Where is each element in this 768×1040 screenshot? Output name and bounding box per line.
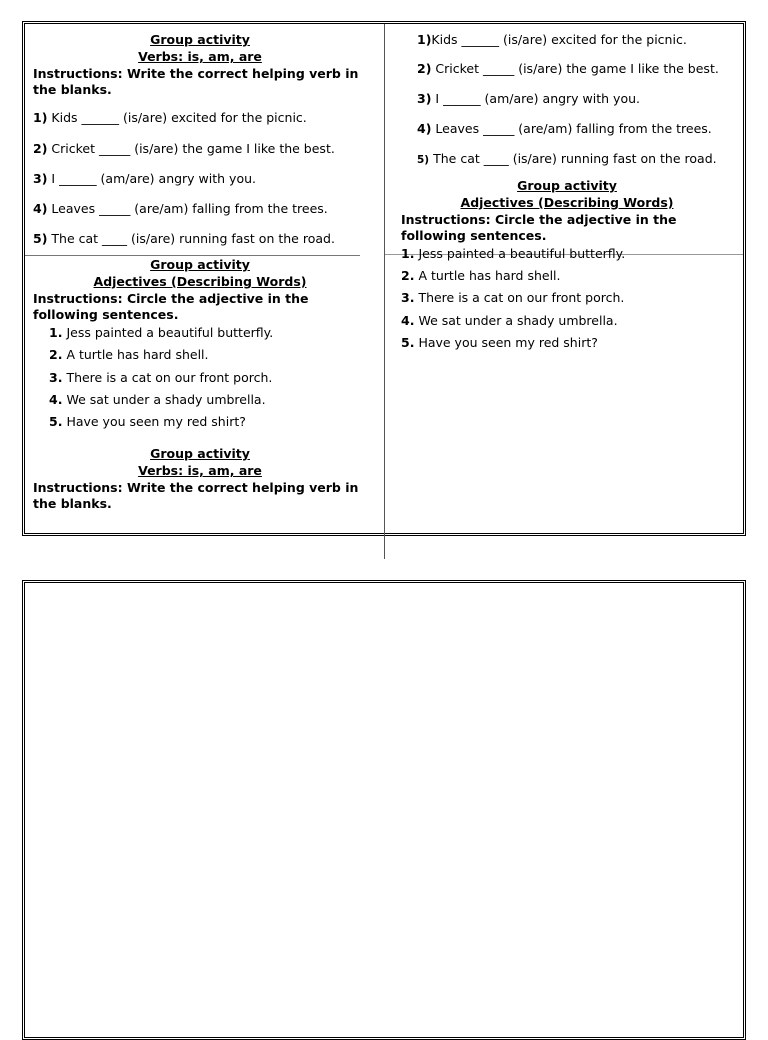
- instructions: Instructions: Write the correct helping verb in the blanks.: [33, 480, 359, 511]
- empty-card-bottom: [22, 580, 746, 1040]
- list-item: 5. Have you seen my red shirt?: [49, 414, 246, 429]
- instructions: Instructions: Circle the adjective in the following sentences.: [401, 212, 677, 243]
- section-subtitle: Adjectives (Describing Words): [93, 274, 307, 289]
- list-item: 5. Have you seen my red shirt?: [401, 335, 598, 350]
- cut-line-vertical: [384, 24, 385, 559]
- list-item: 1)Kids ______ (is/are) excited for the picnic.: [417, 32, 687, 47]
- list-item: 4. We sat under a shady umbrella.: [401, 313, 618, 328]
- list-item: 2) Cricket _____ (is/are) the game I like the best.: [33, 141, 335, 156]
- list-item: 3. There is a cat on our front porch.: [49, 370, 273, 385]
- list-item: 4) Leaves _____ (are/am) falling from the trees.: [33, 201, 328, 216]
- list-item: 2) Cricket _____ (is/are) the game I like the best.: [417, 61, 719, 76]
- list-item: 3) I ______ (am/are) angry with you.: [417, 91, 640, 106]
- list-item: 4) Leaves _____ (are/am) falling from the trees.: [417, 121, 712, 136]
- section-subtitle: Verbs: is, am, are: [138, 49, 262, 64]
- instructions: Instructions: Write the correct helping verb in the blanks.: [33, 66, 359, 97]
- group-activity-title: Group activity: [150, 446, 250, 461]
- list-item: 5) The cat ____ (is/are) running fast on the road.: [417, 151, 717, 166]
- list-item: 5) The cat ____ (is/are) running fast on the road.: [33, 231, 335, 246]
- list-item: 3. There is a cat on our front porch.: [401, 290, 625, 305]
- cut-line-left: [25, 255, 360, 256]
- list-item: 1. Jess painted a beautiful butterfly.: [49, 325, 274, 340]
- list-item: 3) I ______ (am/are) angry with you.: [33, 171, 256, 186]
- section-subtitle: Adjectives (Describing Words): [460, 195, 674, 210]
- list-item: 1) Kids ______ (is/are) excited for the picnic.: [33, 110, 307, 125]
- group-activity-title: Group activity: [517, 178, 617, 193]
- section-subtitle: Verbs: is, am, are: [138, 463, 262, 478]
- list-item: 2. A turtle has hard shell.: [49, 347, 209, 362]
- group-activity-title: Group activity: [150, 257, 250, 272]
- group-activity-title: Group activity: [150, 32, 250, 47]
- list-item: 2. A turtle has hard shell.: [401, 268, 561, 283]
- list-item: 1. Jess painted a beautiful butterfly.: [401, 246, 626, 261]
- instructions: Instructions: Circle the adjective in the following sentences.: [33, 291, 309, 322]
- list-item: 4. We sat under a shady umbrella.: [49, 392, 266, 407]
